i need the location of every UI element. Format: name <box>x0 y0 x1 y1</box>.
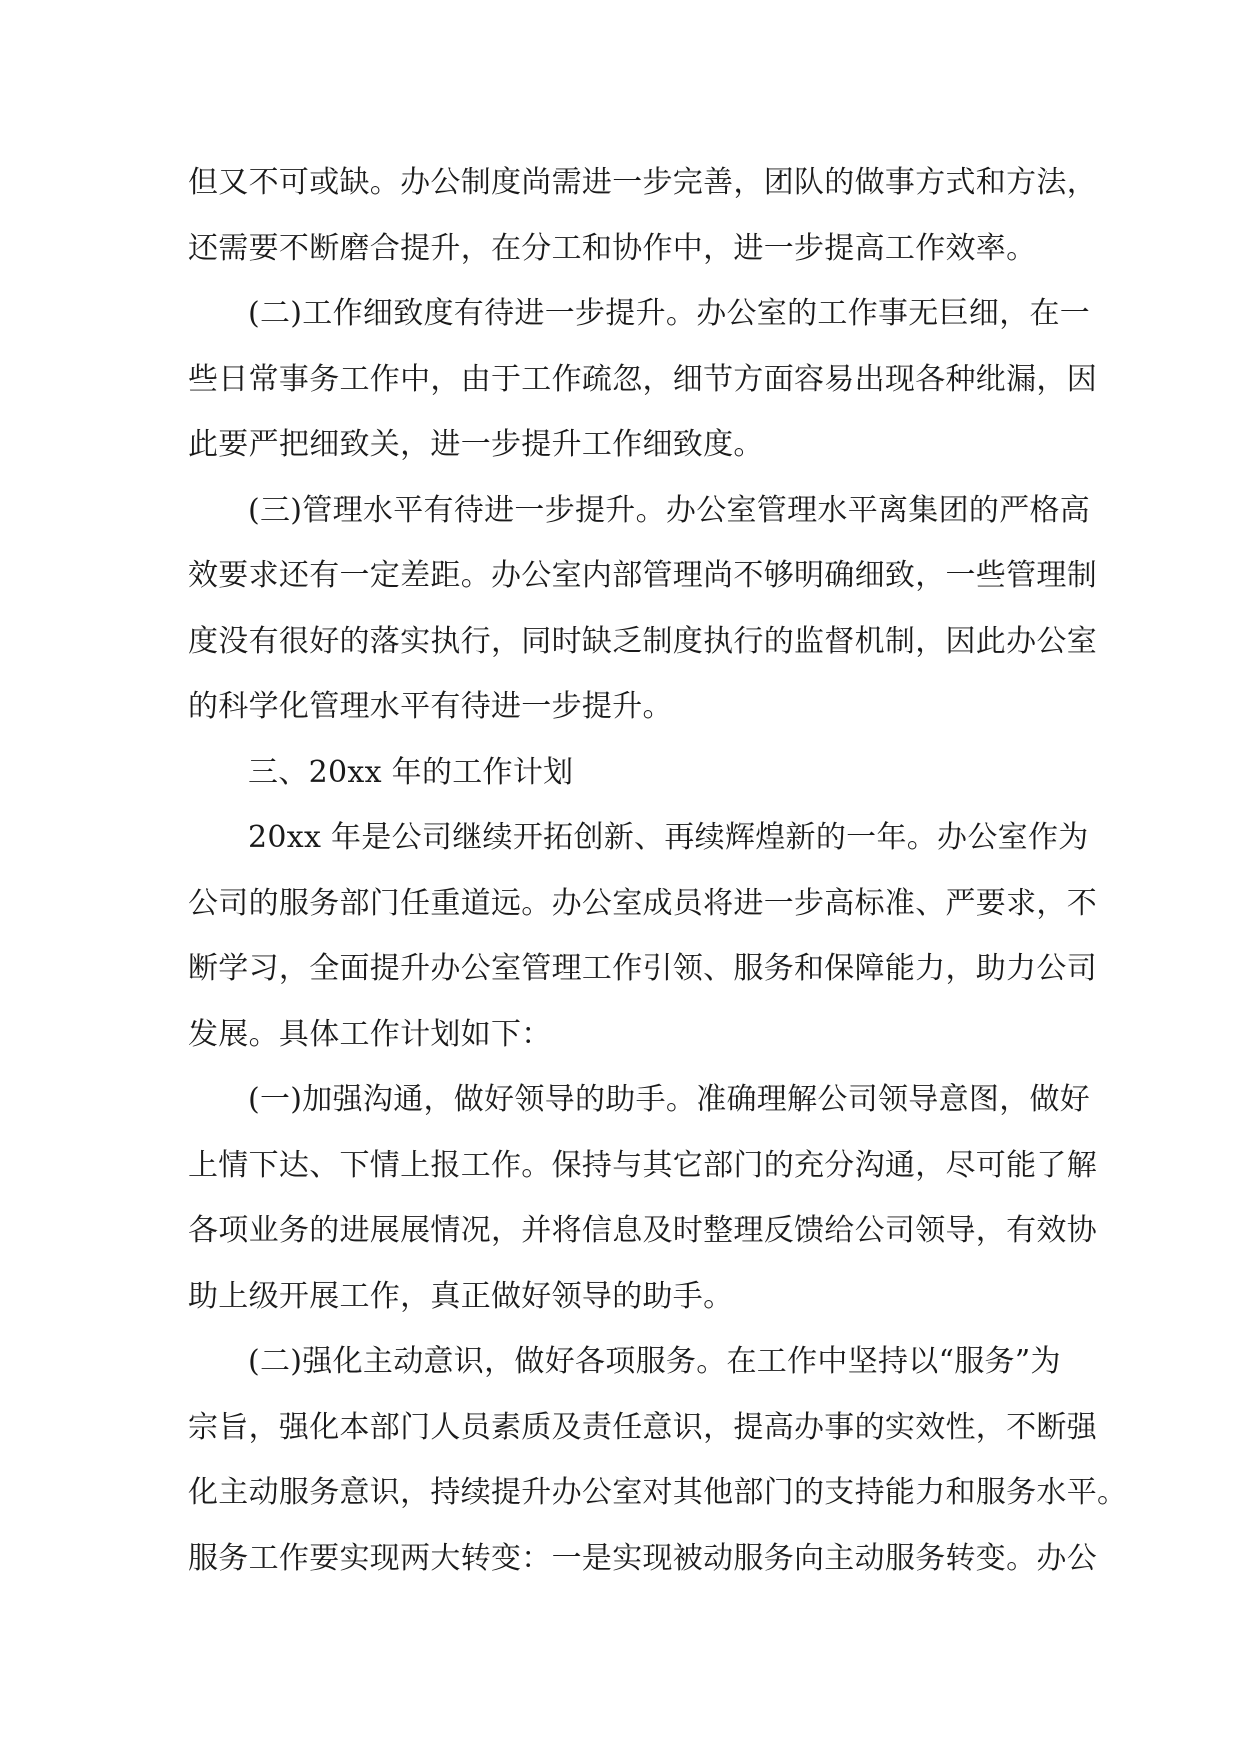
text-line: 但又不可或缺。办公制度尚需进一步完善，团队的做事方式和方法， <box>188 165 1097 200</box>
text-line: 化主动服务意识，持续提升办公室对其他部门的支持能力和服务水平。 <box>188 1475 1128 1510</box>
text-line: 公司的服务部门任重道远。办公室成员将进一步高标准、严要求，不 <box>188 885 1097 921</box>
text-line: 效要求还有一定差距。办公室内部管理尚不够明确细致，一些管理制 <box>188 558 1097 593</box>
paragraph-start-line: 20xx 年是公司继续开拓创新、再续辉煌新的一年。办公室作为 <box>248 820 1089 855</box>
text-line: 助上级开展工作，真正做好领导的助手。 <box>188 1278 734 1314</box>
text-line: 还需要不断磨合提升，在分工和协作中，进一步提高工作效率。 <box>188 230 1037 266</box>
paragraph-start-line: (一)加强沟通，做好领导的助手。准确理解公司领导意图，做好 <box>248 1082 1091 1117</box>
document-body <box>188 150 1128 1591</box>
text-line: 服务工作要实现两大转变：一是实现被动服务向主动服务转变。办公 <box>188 1540 1097 1576</box>
text-line: 此要严把细致关，进一步提升工作细致度。 <box>188 427 764 462</box>
text-line: 些日常事务工作中，由于工作疏忽，细节方面容易出现各种纰漏，因 <box>188 361 1097 397</box>
text-line: 上情下达、下情上报工作。保持与其它部门的充分沟通，尽可能了解 <box>188 1147 1097 1183</box>
section-heading: 三、20xx 年的工作计划 <box>248 754 574 790</box>
text-line: 的科学化管理水平有待进一步提升。 <box>188 689 673 724</box>
paragraph-start-line: (二)工作细致度有待进一步提升。办公室的工作事无巨细，在一 <box>248 296 1091 331</box>
paragraph-start-line: (二)强化主动意识，做好各项服务。在工作中坚持以“服务”为 <box>248 1344 1061 1379</box>
text-line: 宗旨，强化本部门人员素质及责任意识，提高办事的实效性，不断强 <box>188 1409 1097 1445</box>
text-line: 断学习，全面提升办公室管理工作引领、服务和保障能力，助力公司 <box>188 951 1097 986</box>
text-line: 各项业务的进展展情况，并将信息及时整理反馈给公司领导，有效协 <box>188 1213 1097 1248</box>
paragraph-start-line: (三)管理水平有待进一步提升。办公室管理水平离集团的严格高 <box>248 492 1091 528</box>
text-line: 发展。具体工作计划如下： <box>188 1016 552 1052</box>
text-line: 度没有很好的落实执行，同时缺乏制度执行的监督机制，因此办公室 <box>188 623 1097 659</box>
